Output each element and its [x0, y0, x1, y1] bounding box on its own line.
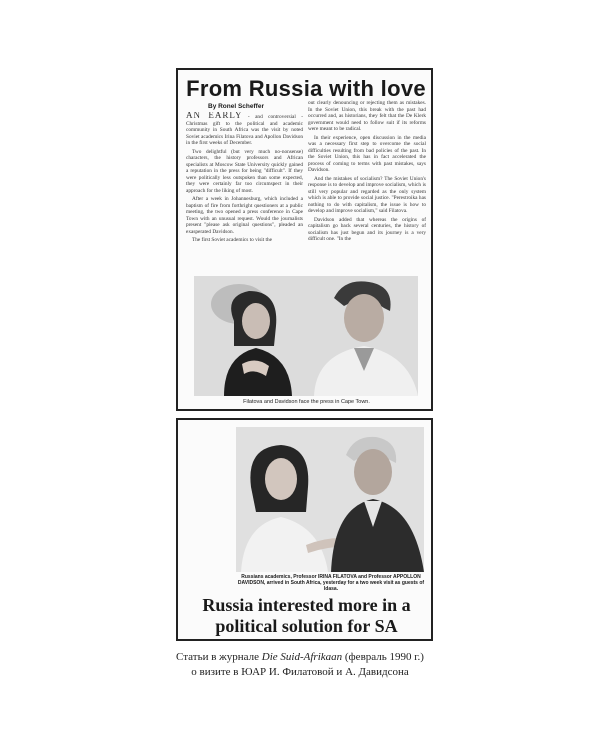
article-column-right [308, 100, 426, 294]
press-conference-photo [194, 276, 418, 396]
article-column-left [186, 112, 303, 294]
page-caption [0, 650, 600, 680]
journal-title: Die Suid-Afrikaan [261, 651, 343, 663]
caption-line-1 [0, 650, 600, 665]
photo-caption: Filatova and Davidson face the press in Cape Town. [243, 399, 370, 405]
article-clipping-from-russia [176, 68, 433, 411]
photo-caption: Russians academics, Professor IRINA FILATOVA and Professor APPOLLON DAVIDSON, arrived in South Africa, yesterday for a two week visit as guests of Idasa. [237, 574, 425, 592]
headline-line: Russia interested more in a [202, 595, 411, 615]
article-paragraph: Davidson added that whereas the origins of capitalism go back several centuries, the history of socialism has just begun and its journey is a very difficult one. "In the [308, 216, 426, 242]
press-photo-illustration [194, 276, 418, 396]
article-paragraph: out clearly denouncing or rejecting them as mistakes. In the Soviet Union, this break with the past had occurred and, as historians, they felt that the De Klerk government would need to follow suit if its reforms were meant to be radical. [308, 100, 426, 132]
article-text: - and controversial - Christmas gift to the political and academic community in South Africa was the visit by noted Soviet academics Irina Filatova and Apollon Davidson in the first weeks of December. [186, 114, 303, 146]
article-paragraph: And the mistakes of socialism? The Soviet Union's response is to develop and improve socialism, which is still very popular and regarded as the only system which is able to provide social justice. "Perestroika has nothing to do with capitalism, the issue is how to develop and improve socialism," said Filatova. [308, 175, 426, 214]
article-paragraph: After a week in Johannesburg, which included a baptism of fire from forthright questioners at a public meeting, the two opened a press conference in Cape Town with an unusual request. Would the journalists present "please ask original questions", pleaded an exasperated Davidson. [186, 196, 303, 235]
academics-photo-illustration [236, 427, 424, 572]
caption-text: (февраль 1990 г.) [342, 651, 424, 663]
caption-line-2: о визите в ЮАР И. Филатовой и А. Давидсона [191, 666, 409, 678]
caption-text: Статьи в журнале [176, 651, 262, 663]
article-clipping-russia-interested [176, 418, 433, 641]
article-paragraph: The first Soviet academics to visit the [192, 237, 273, 243]
academics-photo [236, 427, 424, 572]
article-paragraph: Two delightful (but very much no-nonsense) characters, the history professors and African specialists at Moscow State University quickly gained a reputation in the press for being "difficult". If they were politically less outspoken than some expected, they were certainly far too circumspect in their approach for the liking of most. [186, 148, 303, 194]
article-paragraph: In their experience, open discussion in the media was a necessary first step to overcome the social difficulties resulting from bad policies of the past. In the Soviet Union, this has in fact accelerated the process of coming to terms with past mistakes, says Davidson. [308, 134, 426, 173]
article-dropcap: AN EARLY [186, 112, 243, 120]
article-headline: From Russia with love [186, 76, 426, 101]
article-paragraph [186, 112, 303, 147]
article-headline [184, 595, 429, 637]
headline-line: political solution for SA [215, 616, 398, 636]
article-byline: By Ronel Scheffer [208, 103, 264, 110]
